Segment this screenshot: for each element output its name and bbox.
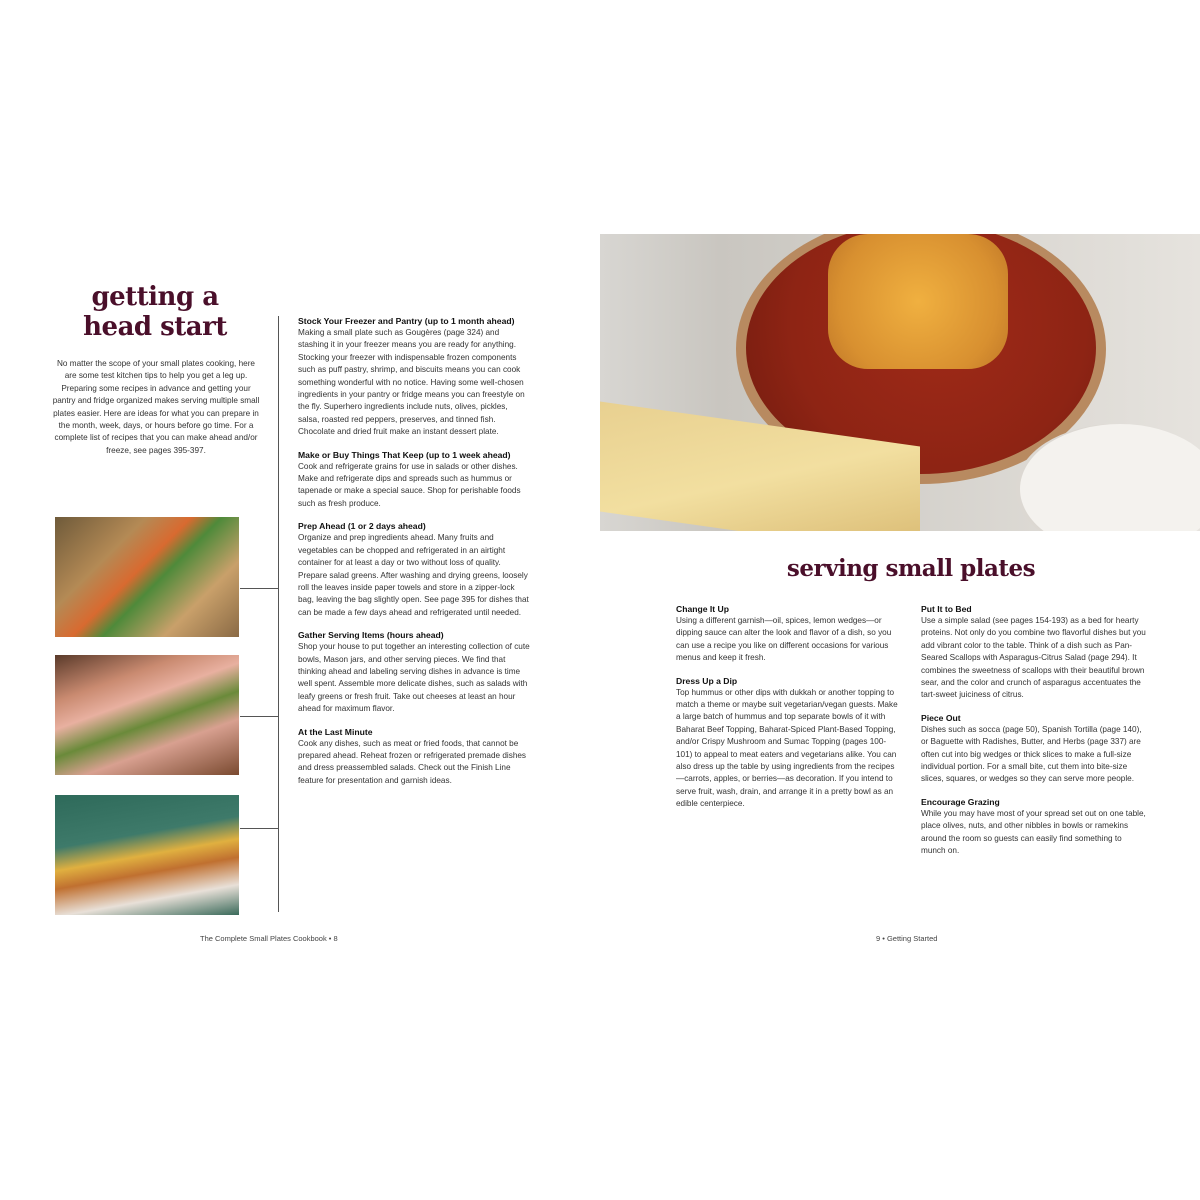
- photo-charcuterie-board: [55, 655, 239, 775]
- section-heading: Encourage Grazing: [921, 796, 1000, 807]
- right-column-1: [676, 604, 898, 822]
- vertical-rule: [278, 316, 279, 912]
- section: [921, 604, 1147, 702]
- section-heading: Prep Ahead (1 or 2 days ahead): [298, 521, 426, 532]
- title-line-2: head start: [83, 312, 227, 342]
- intro-paragraph: No matter the scope of your small plates cooking, here are some test kitchen tips to help you get a leg up. Preparing some recipes in advance and getting your pantry and fridge organized makes serving multiple small plates easier. Here are ideas for what you can prepare in the month, week, days, or hours before go time. For a complete list of recipes that you can make ahead and/or freeze, see pages 395-397.: [52, 359, 260, 455]
- section-heading: Gather Serving Items (hours ahead): [298, 630, 444, 641]
- photo-vegetable-platter: [55, 517, 239, 637]
- left-footer: The Complete Small Plates Cookbook • 8: [200, 934, 338, 943]
- section: [676, 676, 898, 811]
- photo-sliders: [55, 795, 239, 915]
- section: [298, 727, 530, 788]
- right-column-2: [921, 604, 1147, 869]
- section-heading: Piece Out: [921, 712, 961, 723]
- title-line-1: getting a: [91, 282, 219, 312]
- section-heading: Put It to Bed: [921, 604, 972, 614]
- section: [921, 797, 1147, 858]
- section-heading: Dress Up a Dip: [676, 675, 738, 686]
- section-body: Making a small plate such as Gougères (page 324) and stashing it in your freezer means you are ready for anything. Stocking your freezer with indispensable frozen components such as puff pastry, shrimp, and biscuits means you can cook something wonderful with no notice. Having some well-chosen ingredients in your pantry or fridge means you can freestyle on the fly. Superhero ingredients include nuts, olives, pickles, salsa, roasted red peppers, preserves, and tinned fish. Chocolate and dried fruit make an instant dessert plate.: [298, 328, 525, 437]
- section-body: Use a simple salad (see pages 154-193) as a bed for hearty proteins. Not only do you combine two flavorful dishes but you add vibrant color to the table. Think of a dish such as Pan-Seared Scallops with Asparagus-Citrus Salad (page 294). It combines the sweetness of scallops with their beautiful brown sear, and the color and crunch of asparagus accentuates the tart-sweet juiciness of citrus.: [921, 616, 1146, 700]
- section-heading: Make or Buy Things That Keep (up to 1 week ahead): [298, 449, 511, 460]
- photo-baked-cheese-dip: [600, 234, 1200, 531]
- section-body: Cook any dishes, such as meat or fried foods, that cannot be prepared ahead. Reheat frozen or refrigerated premade dishes and dress preassembled salads. Check out the Finish Line feature for presentation and garnish ideas.: [298, 738, 527, 785]
- section-body: While you may have most of your spread set out on one table, place olives, nuts, and other nibbles in bowls or ramekins around the room so guests can easily find something to munch on.: [921, 808, 1146, 856]
- section: [298, 630, 530, 715]
- cheese: [828, 234, 1008, 369]
- section-body: Organize and prep ingredients ahead. Many fruits and vegetables can be chopped and refrigerated in an airtight container for at least a day or two without loss of quality. Prepare salad greens. After washing and drying greens, loosely roll the leaves inside paper towels and store in a zipper-lock bag, leaving the bag slightly open. See page 395 for dishes that can be made a few days ahead and refrigerated until needed.: [298, 533, 529, 617]
- section: [921, 713, 1147, 786]
- connector-line: [240, 828, 278, 829]
- section-heading: Stock Your Freezer and Pantry (up to 1 month ahead): [298, 316, 515, 326]
- right-footer: 9 • Getting Started: [876, 934, 938, 943]
- left-sections: [298, 316, 530, 798]
- section-body: Dishes such as socca (page 50), Spanish Tortilla (page 140), or Baguette with Radishes, Butter, and Herbs (page 337) are often cut into big wedges or thick slices to make a full-size individual portion. For a small bite, cut them into bite-size slices, squares, or wedges so they can serve more people.: [921, 724, 1142, 784]
- right-page-title: serving small plates: [786, 555, 1036, 582]
- section-body: Shop your house to put together an interesting collection of cute bowls, Mason jars, and other serving pieces. We find that thinking ahead and labeling serving dishes in advance is time well spent. Assemble more delicate dishes, such as salads with leafy greens or fresh fruit. Take out cheeses at least an hour ahead for maximum flavor.: [298, 642, 530, 714]
- section: [298, 521, 530, 619]
- connector-line: [240, 716, 278, 717]
- section-body: Cook and refrigerate grains for use in salads or other dishes. Make and refrigerate dips and spreads such as hummus or tapenade or make a special sauce. Shop for perishable foods such as fresh produce.: [298, 461, 521, 508]
- section-heading: At the Last Minute: [298, 726, 373, 737]
- section: [298, 316, 530, 439]
- section: [676, 604, 898, 665]
- section-body: Using a different garnish—oil, spices, lemon wedges—or dipping sauce can alter the look and flavor of a dish, so you can use a recipe you like on different occasions for various menus and keep it fresh.: [676, 616, 892, 663]
- section: [298, 450, 530, 511]
- left-page-title: [55, 282, 255, 342]
- connector-line: [240, 588, 278, 589]
- section-heading: Change It Up: [676, 604, 729, 614]
- section-body: Top hummus or other dips with dukkah or another topping to match a theme or maybe suit vegetarian/vegan guests. Make a large batch of hummus and top separate bowls of it with Baharat Beef Topping, Baharat-Spiced Plant-Based Topping, and/or Crispy Mushroom and Sumac Topping (pages 100-101) to appeal to meat eaters and vegetarians alike. You can also dress up the table by using ingredients from the recipes—carrots, apples, or berries—as decoration. If you intend to serve fruit, wash, drain, and arrange it in a pretty bowl as an edible centerpiece.: [676, 687, 898, 809]
